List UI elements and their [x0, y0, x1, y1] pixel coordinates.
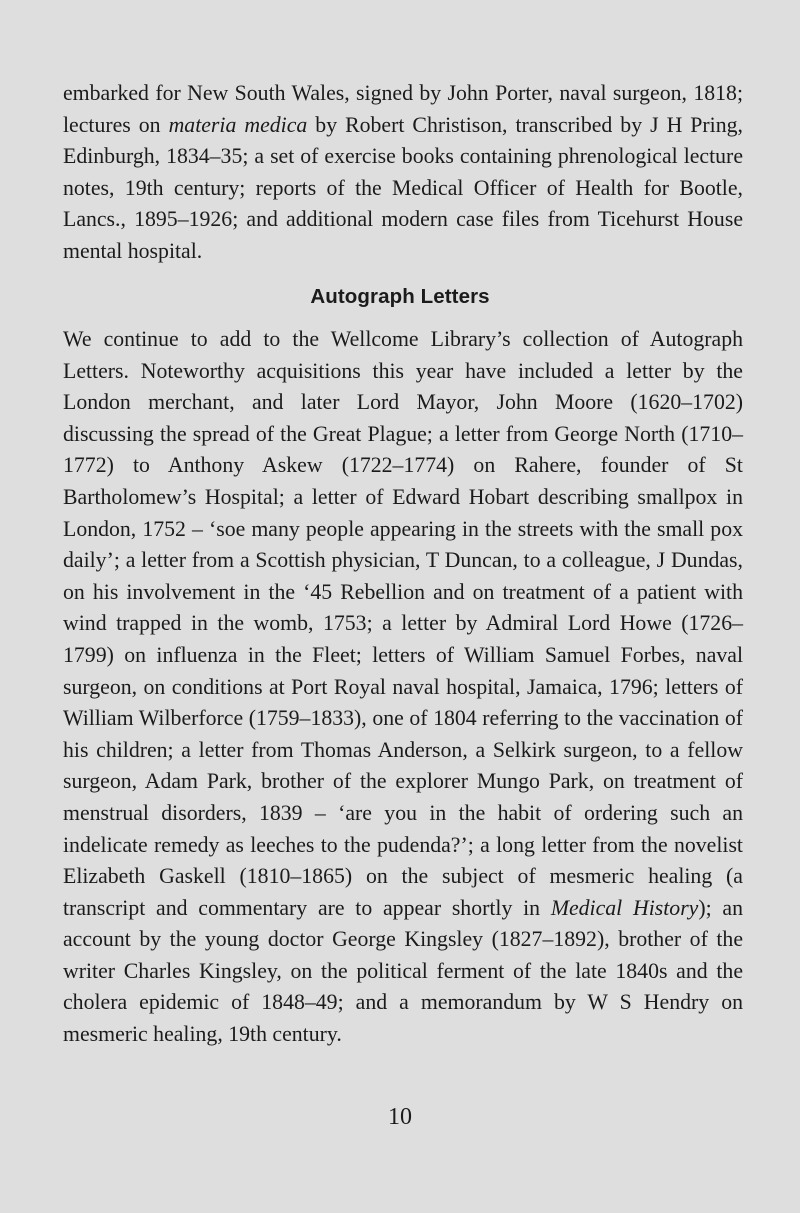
intro-text-end: by Robert Christison, transcribed by J H Pring, Edinburgh, 1834–35; a set of exercise books containing phrenological lecture notes, 19th century; reports of the Medical Officer of Health for Bootle, Lancs., 1895–1926; and additional modern case files from Ticehurst House mental hospital.	[63, 112, 743, 263]
journal-title-italic: Medical History	[550, 895, 699, 920]
page-number: 10	[388, 1104, 412, 1130]
intro-paragraph	[63, 78, 743, 268]
section-paragraph	[63, 324, 743, 1051]
section-text-end: ); an account by the young doctor George Kingsley (1827–1892), brother of the writer Charles Kingsley, on the political ferment of the late 1840s and the cholera epidemic of 1848–49; and a memorandum by W S Hendry on mesmeric healing, 19th century.	[63, 895, 743, 1047]
section-text-start: We continue to add to the Wellcome Library’s collection of Autograph Letters. Noteworthy acquisitions this year have included a letter by the London merchant, and later Lord Mayor, John Moore (1620–1702) discussing the spread of the Great Plague; a letter from George North (1710–1772) to Anthony Askew (1722–1774) on Rahere, founder of St Bartholomew’s Hospital; a letter of Edward Hobart describing smallpox in London, 1752 – ‘soe many people appearing in the streets with the small pox daily’; a letter from a Scottish physician, T Duncan, to a colleague, J Dundas, on his involvement in the ‘45 Rebellion and on treatment of a patient with wind trapped in the womb, 1753; a letter by Admiral Lord Howe (1726–1799) on influenza in the Fleet; letters of William Samuel Forbes, naval surgeon, on conditions at Port Royal naval hospital, Jamaica, 1796; letters of William Wilberforce (1759–1833), one of 1804 referring to the vaccination of his children; a letter from Thomas Anderson, a Selkirk surgeon, to a fellow surgeon, Adam Park, brother of the explorer Mungo Park, on treatment of menstrual disorders, 1839 – ‘are you in the habit of ordering such an indelicate remedy as leeches to the pudenda?’; a long letter from the novelist Elizabeth Gaskell (1810–1865) on the subject of mesmeric healing (a transcript and commentary are to appear shortly in	[63, 327, 743, 920]
section-heading: Autograph Letters	[310, 285, 490, 308]
intro-text-start: embarked for New South Wales, signed by John Porter, naval surgeon, 1818; lectures on	[63, 81, 743, 137]
intro-italic-term: materia medica	[168, 112, 308, 137]
